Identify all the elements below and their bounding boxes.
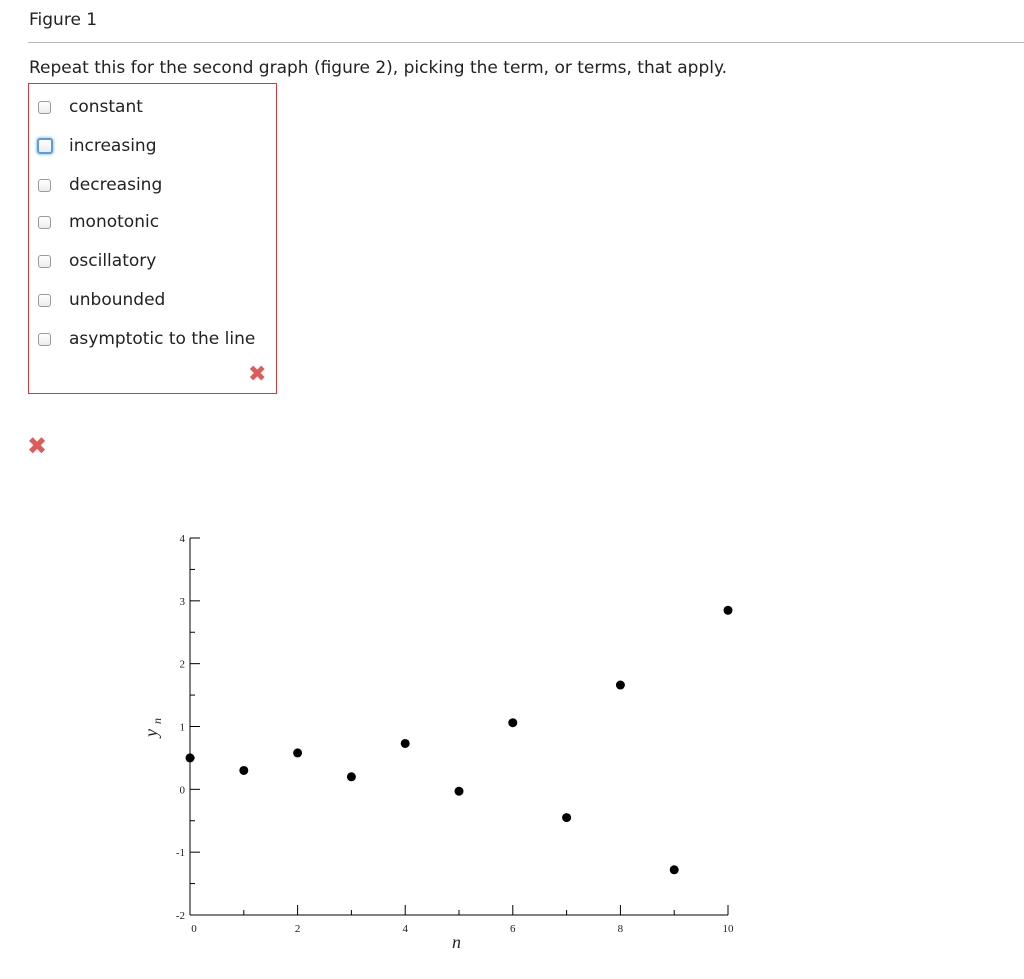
x-axis-label: n	[452, 932, 461, 952]
y-tick-label: 4	[179, 533, 185, 545]
y-tick-label: -1	[175, 847, 185, 860]
x-tick-label: 4	[402, 923, 408, 935]
data-point	[508, 718, 517, 727]
incorrect-cross-icon: ✖	[248, 362, 267, 387]
option-label: unbounded	[69, 290, 166, 310]
chart-points	[186, 606, 733, 875]
x-tick-label: 6	[510, 923, 516, 935]
option-label: increasing	[69, 136, 157, 156]
option-label: constant	[69, 97, 143, 117]
y-axis-label-subscript: n	[150, 718, 164, 724]
chart-ticks	[176, 533, 734, 935]
data-point	[616, 681, 625, 690]
incorrect-cross-icon: ✖	[27, 432, 48, 460]
data-point	[293, 748, 302, 757]
data-point	[670, 865, 679, 874]
y-tick-label: 1	[179, 721, 185, 734]
data-point	[724, 606, 733, 615]
x-tick-label: 0	[191, 923, 197, 935]
y-tick-label: 0	[179, 784, 185, 797]
y-axis-label	[141, 718, 164, 739]
data-point	[239, 766, 248, 775]
chart-axes	[190, 538, 728, 915]
data-point	[401, 739, 410, 748]
option-label: monotonic	[69, 212, 160, 232]
option-label: decreasing	[69, 175, 163, 195]
y-tick-label: 2	[179, 658, 185, 671]
question-prompt: Repeat this for the second graph (figure 2), picking the term, or terms, that apply.	[29, 58, 727, 78]
x-tick-label: 8	[617, 923, 624, 935]
y-tick-label: -2	[175, 910, 185, 922]
y-tick-label: 3	[179, 595, 185, 608]
y-axis-label-main: y	[141, 729, 161, 737]
option-label: oscillatory	[69, 251, 157, 271]
x-tick-label: 2	[294, 923, 301, 935]
data-point	[562, 813, 571, 822]
option-label: asymptotic to the line	[69, 329, 256, 349]
data-point	[186, 753, 195, 762]
figure-title: Figure 1	[29, 10, 98, 30]
x-tick-label: 10	[722, 923, 734, 935]
data-point	[455, 787, 464, 796]
data-point	[347, 772, 356, 781]
